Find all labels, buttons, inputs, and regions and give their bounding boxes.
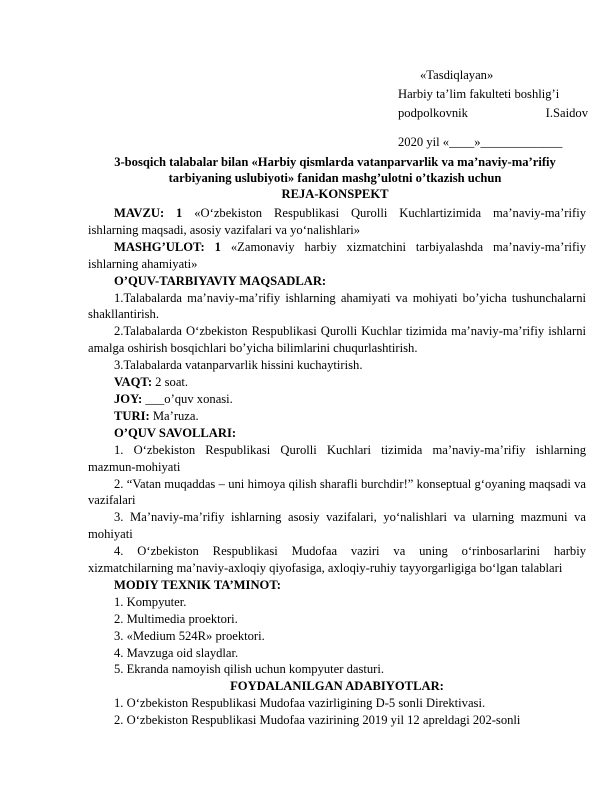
- time-value: 2 soat.: [152, 375, 189, 390]
- literature-item: 2. O‘zbekiston Respublikasi Mudofaa vazirining 2019 yil 12 apreldagi 202-sonli: [114, 713, 521, 728]
- approval-signatory: [398, 104, 588, 123]
- approval-position: Harbiy ta’lim fakulteti boshlig’i: [398, 87, 560, 101]
- approval-block: [398, 66, 588, 152]
- goal-item: 2.Talabalarda O‘zbekiston Respublikasi Qurolli Kuchlar tizimida ma’naviy-ma’rifiy ishlarni amalga oshirish bosqichlari bo’yicha bilimlarini chuqurlashtirish.: [88, 324, 586, 356]
- equipment-item: 4. Mavzuga oid slaydlar.: [114, 645, 239, 660]
- time-line: [88, 374, 586, 391]
- approval-name: I.Saidov: [545, 106, 588, 120]
- approval-date: 2020 yil «____»_____________: [398, 135, 563, 149]
- goal-item: 3.Talabalarda vatanparvarlik hissini kuchaytirish.: [114, 358, 363, 373]
- time-label: VAQT:: [114, 375, 153, 390]
- place-label: JOY:: [114, 391, 143, 406]
- question-item: 3. Ma’naviy-ma’rifiy ishlarning asosiy vazifalari, yo‘nalishlari va ularning mazmuni va mohiyati: [88, 510, 586, 542]
- equipment-item: 5. Ekranda namoyish qilish uchun kompyuter dasturi.: [114, 662, 385, 677]
- approval-rank: podpolkovnik: [398, 106, 468, 120]
- goals-heading: O’QUV-TARBIYAVIY MAQSADLAR:: [114, 273, 327, 288]
- type-line: [88, 408, 586, 425]
- lesson-label: MASHG’ULOT: 1: [114, 239, 221, 254]
- topic-text: «O‘zbekiston Respublikasi Qurolli Kuchlartizimida ma’naviy-ma’rifiy ishlarning maqsadi, asosiy vazifalari va yo‘nalishlari»: [88, 206, 586, 237]
- equipment-item: 2. Multimedia proektori.: [114, 611, 238, 626]
- equipment-item: 3. «Medium 524R» proektori.: [114, 628, 265, 643]
- goal-item: 1.Talabalarda ma’naviy-ma’rifiy ishlarning ahamiyati va mohiyati bo’yicha tushunchalarni shakllantirish.: [88, 290, 586, 322]
- equipment-item: 1. Kompyuter.: [114, 594, 187, 609]
- lesson-paragraph: [88, 239, 586, 273]
- title-line-2: tarbiyaning uslubiyoti» fanidan mashg’ulotni o’tkazish uchun: [168, 171, 502, 185]
- type-label: TURI:: [114, 408, 150, 423]
- document-title: [80, 154, 590, 202]
- question-item: 1. O‘zbekiston Respublikasi Qurolli Kuchlari tizimida ma’naviy-ma’rifiy ishlarning mazmun-mohiyati: [88, 442, 586, 474]
- questions-heading: O’QUV SAVOLLARI:: [114, 425, 237, 440]
- literature-item: 1. O‘zbekiston Respublikasi Mudofaa vazirligining D-5 sonli Direktivasi.: [114, 696, 486, 711]
- equipment-heading: MODIY TEXNIK TA’MINOT:: [114, 577, 281, 592]
- lesson-text: «Zamonaviy harbiy xizmatchini tarbiyalashda ma’naviy-ma’rifiy ishlarning ahamiyati»: [88, 239, 587, 271]
- question-item: 2. “Vatan muqaddas – uni himoya qilish sharafli burchdir!” konseptual g‘oyaning maqsadi va vazifalari: [88, 476, 586, 508]
- title-line-3: REJA-KONSPEKT: [281, 187, 389, 201]
- literature-heading: FOYDALANILGAN ADABIYOTLAR:: [230, 679, 444, 694]
- place-value: ___o’quv xonasi.: [142, 391, 233, 406]
- place-line: [88, 391, 586, 408]
- topic-paragraph: [88, 205, 586, 239]
- question-item: 4. O‘zbekiston Respublikasi Mudofaa vaziri va uning o‘rinbosarlarini harbiy xizmatchilarning ma’naviy-axloqiy qiyofasiga, axloqiy-ruhiy tayyorgarligiga bo‘lgan talablari: [88, 544, 586, 576]
- document-body: [88, 205, 586, 729]
- topic-label: MAVZU: 1: [114, 206, 183, 220]
- title-line-1: 3-bosqich talabalar bilan «Harbiy qismlarda vatanparvarlik va ma’naviy-ma’rifiy: [114, 155, 556, 169]
- type-value: Ma’ruza.: [149, 408, 199, 423]
- approval-stamp: «Tasdiqlayan»: [420, 68, 494, 82]
